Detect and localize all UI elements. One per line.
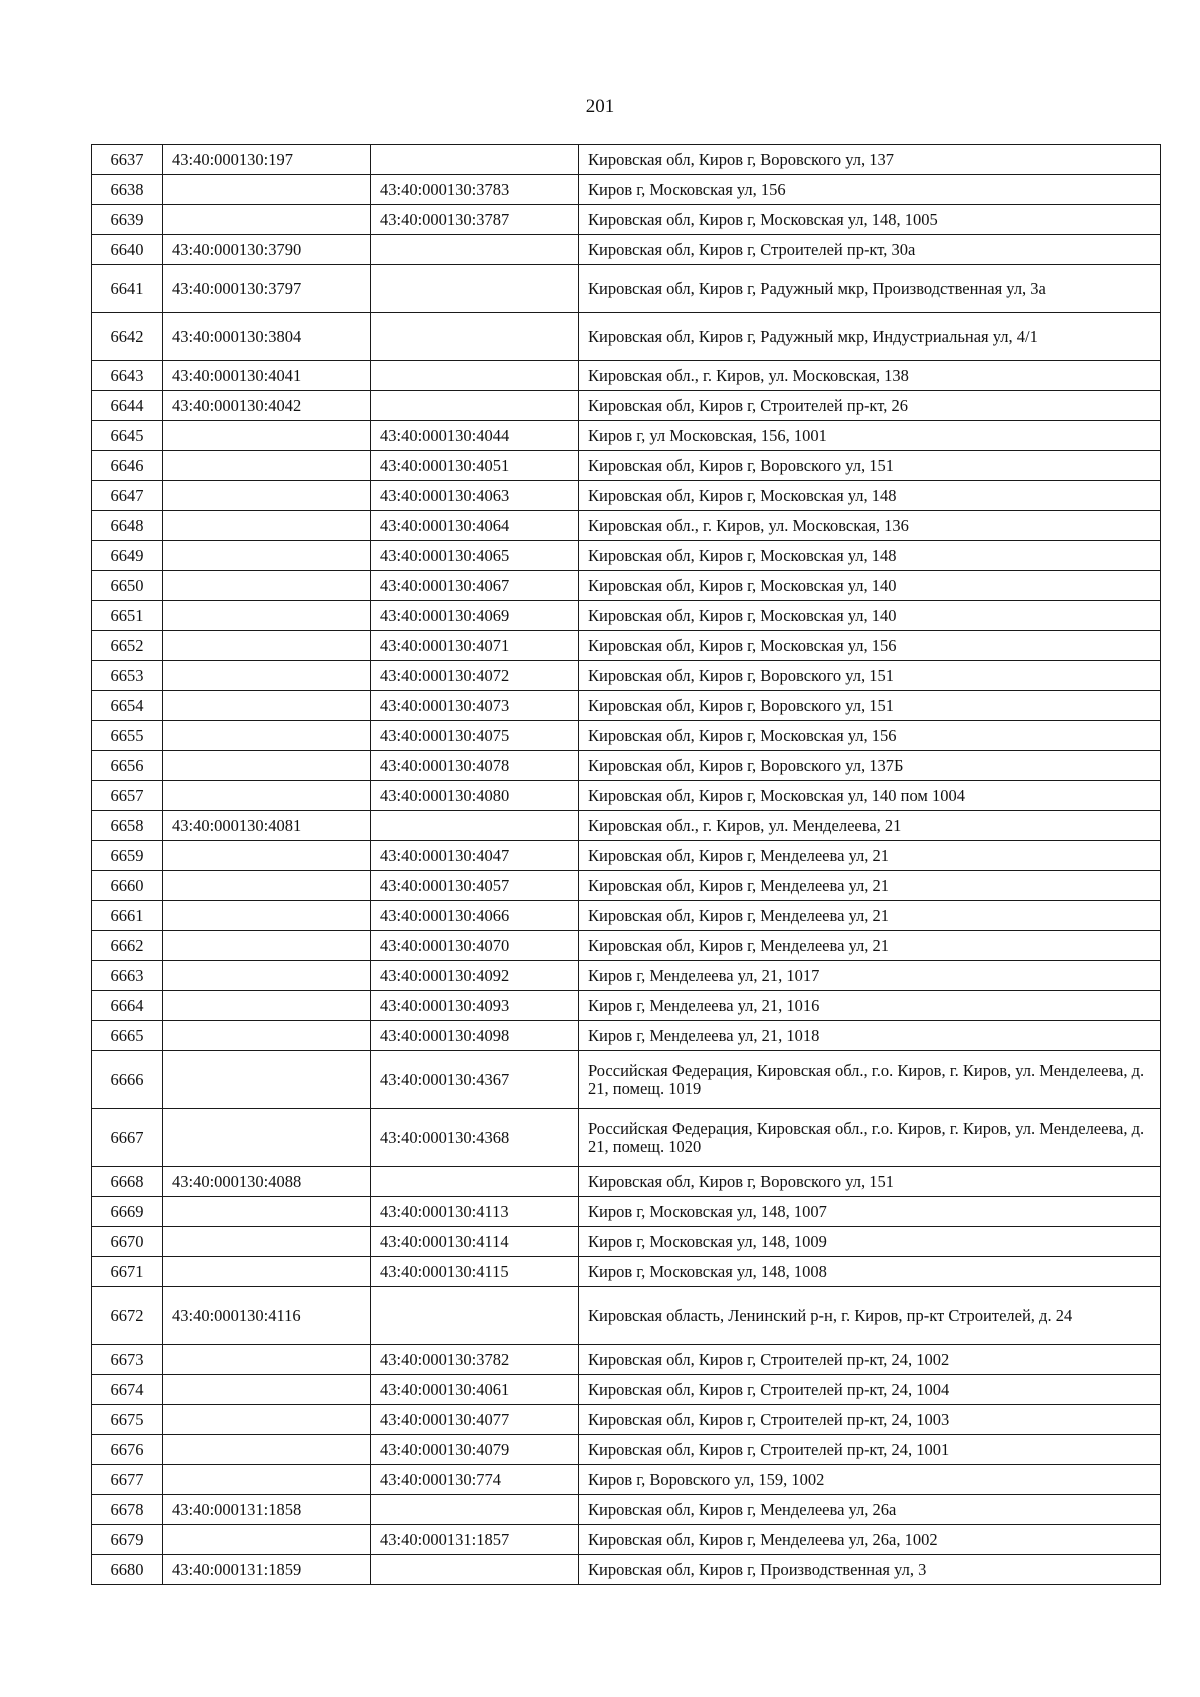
object-cadastral-number-cell: 43:40:000130:4367 xyxy=(371,1051,579,1109)
object-cadastral-number-cell: 43:40:000130:4051 xyxy=(371,451,579,481)
object-cadastral-number-cell: 43:40:000130:4072 xyxy=(371,661,579,691)
row-number-cell: 6679 xyxy=(92,1525,163,1555)
land-cadastral-number-cell: 43:40:000130:3804 xyxy=(163,313,371,361)
address-cell: Кировская обл, Киров г, Строителей пр-кт, 24, 1002 xyxy=(579,1345,1161,1375)
table-row xyxy=(92,1197,1161,1227)
address-cell: Киров г, Менделеева ул, 21, 1017 xyxy=(579,961,1161,991)
address-cell: Кировская обл, Киров г, Московская ул, 156 xyxy=(579,721,1161,751)
address-cell: Киров г, Московская ул, 156 xyxy=(579,175,1161,205)
row-number-cell: 6644 xyxy=(92,391,163,421)
table-row xyxy=(92,1405,1161,1435)
table-row xyxy=(92,1109,1161,1167)
table-row xyxy=(92,511,1161,541)
land-cadastral-number-cell xyxy=(163,1197,371,1227)
address-cell: Кировская обл, Киров г, Воровского ул, 151 xyxy=(579,1167,1161,1197)
row-number-cell: 6642 xyxy=(92,313,163,361)
table-row xyxy=(92,961,1161,991)
address-cell: Кировская обл, Киров г, Радужный мкр, Производственная ул, 3а xyxy=(579,265,1161,313)
land-cadastral-number-cell xyxy=(163,205,371,235)
row-number-cell: 6650 xyxy=(92,571,163,601)
row-number-cell: 6649 xyxy=(92,541,163,571)
address-cell: Кировская обл, Киров г, Радужный мкр, Индустриальная ул, 4/1 xyxy=(579,313,1161,361)
row-number-cell: 6665 xyxy=(92,1021,163,1051)
row-number-cell: 6661 xyxy=(92,901,163,931)
table-row xyxy=(92,931,1161,961)
address-cell: Российская Федерация, Кировская обл., г.о. Киров, г. Киров, ул. Менделеева, д. 21, помещ. 1020 xyxy=(579,1109,1161,1167)
address-cell: Кировская обл, Киров г, Московская ул, 140 xyxy=(579,601,1161,631)
object-cadastral-number-cell: 43:40:000130:4057 xyxy=(371,871,579,901)
row-number-cell: 6667 xyxy=(92,1109,163,1167)
land-cadastral-number-cell xyxy=(163,1345,371,1375)
land-cadastral-number-cell xyxy=(163,991,371,1021)
table-row xyxy=(92,361,1161,391)
object-cadastral-number-cell: 43:40:000130:4368 xyxy=(371,1109,579,1167)
address-cell: Киров г, ул Московская, 156, 1001 xyxy=(579,421,1161,451)
address-cell: Кировская обл, Киров г, Московская ул, 140 xyxy=(579,571,1161,601)
land-cadastral-number-cell: 43:40:000130:3790 xyxy=(163,235,371,265)
row-number-cell: 6643 xyxy=(92,361,163,391)
object-cadastral-number-cell: 43:40:000130:4092 xyxy=(371,961,579,991)
address-cell: Кировская обл, Киров г, Московская ул, 148 xyxy=(579,541,1161,571)
row-number-cell: 6657 xyxy=(92,781,163,811)
land-cadastral-number-cell xyxy=(163,631,371,661)
land-cadastral-number-cell xyxy=(163,451,371,481)
land-cadastral-number-cell xyxy=(163,1109,371,1167)
object-cadastral-number-cell: 43:40:000130:4047 xyxy=(371,841,579,871)
address-cell: Кировская обл, Киров г, Строителей пр-кт, 26 xyxy=(579,391,1161,421)
object-cadastral-number-cell: 43:40:000131:1857 xyxy=(371,1525,579,1555)
object-cadastral-number-cell: 43:40:000130:4064 xyxy=(371,511,579,541)
table-row xyxy=(92,1375,1161,1405)
land-cadastral-number-cell: 43:40:000130:197 xyxy=(163,145,371,175)
table-row xyxy=(92,1167,1161,1197)
table-row xyxy=(92,1555,1161,1585)
land-cadastral-number-cell xyxy=(163,751,371,781)
land-cadastral-number-cell: 43:40:000130:4041 xyxy=(163,361,371,391)
table-row xyxy=(92,451,1161,481)
address-cell: Кировская обл, Киров г, Менделеева ул, 26а xyxy=(579,1495,1161,1525)
object-cadastral-number-cell: 43:40:000130:3782 xyxy=(371,1345,579,1375)
address-cell: Кировская обл, Киров г, Строителей пр-кт, 30а xyxy=(579,235,1161,265)
row-number-cell: 6662 xyxy=(92,931,163,961)
object-cadastral-number-cell: 43:40:000130:4098 xyxy=(371,1021,579,1051)
object-cadastral-number-cell xyxy=(371,391,579,421)
land-cadastral-number-cell xyxy=(163,721,371,751)
object-cadastral-number-cell: 43:40:000130:4080 xyxy=(371,781,579,811)
table-row xyxy=(92,265,1161,313)
object-cadastral-number-cell: 43:40:000130:4066 xyxy=(371,901,579,931)
table-row xyxy=(92,811,1161,841)
object-cadastral-number-cell xyxy=(371,1555,579,1585)
row-number-cell: 6655 xyxy=(92,721,163,751)
table-row xyxy=(92,1257,1161,1287)
table-row xyxy=(92,1021,1161,1051)
land-cadastral-number-cell xyxy=(163,175,371,205)
land-cadastral-number-cell: 43:40:000130:3797 xyxy=(163,265,371,313)
row-number-cell: 6654 xyxy=(92,691,163,721)
address-cell: Киров г, Воровского ул, 159, 1002 xyxy=(579,1465,1161,1495)
row-number-cell: 6651 xyxy=(92,601,163,631)
land-cadastral-number-cell xyxy=(163,511,371,541)
row-number-cell: 6638 xyxy=(92,175,163,205)
row-number-cell: 6639 xyxy=(92,205,163,235)
row-number-cell: 6637 xyxy=(92,145,163,175)
table-row xyxy=(92,751,1161,781)
object-cadastral-number-cell: 43:40:000130:4079 xyxy=(371,1435,579,1465)
address-cell: Кировская обл, Киров г, Воровского ул, 137Б xyxy=(579,751,1161,781)
table-row xyxy=(92,235,1161,265)
row-number-cell: 6653 xyxy=(92,661,163,691)
table-row xyxy=(92,901,1161,931)
address-cell: Кировская обл, Киров г, Менделеева ул, 21 xyxy=(579,841,1161,871)
table-row xyxy=(92,841,1161,871)
table-row xyxy=(92,631,1161,661)
object-cadastral-number-cell: 43:40:000130:4115 xyxy=(371,1257,579,1287)
object-cadastral-number-cell: 43:40:000130:4061 xyxy=(371,1375,579,1405)
address-cell: Кировская область, Ленинский р-н, г. Киров, пр-кт Строителей, д. 24 xyxy=(579,1287,1161,1345)
address-cell: Кировская обл, Киров г, Московская ул, 140 пом 1004 xyxy=(579,781,1161,811)
object-cadastral-number-cell xyxy=(371,235,579,265)
table-row xyxy=(92,691,1161,721)
land-cadastral-number-cell: 43:40:000131:1858 xyxy=(163,1495,371,1525)
object-cadastral-number-cell xyxy=(371,145,579,175)
address-cell: Кировская обл, Киров г, Менделеева ул, 21 xyxy=(579,931,1161,961)
row-number-cell: 6647 xyxy=(92,481,163,511)
table-row xyxy=(92,391,1161,421)
object-cadastral-number-cell xyxy=(371,1495,579,1525)
object-cadastral-number-cell: 43:40:000130:3783 xyxy=(371,175,579,205)
land-cadastral-number-cell xyxy=(163,1525,371,1555)
object-cadastral-number-cell: 43:40:000130:4075 xyxy=(371,721,579,751)
table-row xyxy=(92,541,1161,571)
row-number-cell: 6670 xyxy=(92,1227,163,1257)
address-cell: Кировская обл, Киров г, Воровского ул, 151 xyxy=(579,451,1161,481)
object-cadastral-number-cell: 43:40:000130:4063 xyxy=(371,481,579,511)
row-number-cell: 6673 xyxy=(92,1345,163,1375)
address-cell: Кировская обл, Киров г, Строителей пр-кт, 24, 1003 xyxy=(579,1405,1161,1435)
registry-table-body xyxy=(92,145,1161,1585)
page-number: 201 xyxy=(585,96,615,117)
row-number-cell: 6680 xyxy=(92,1555,163,1585)
object-cadastral-number-cell: 43:40:000130:4113 xyxy=(371,1197,579,1227)
object-cadastral-number-cell: 43:40:000130:4114 xyxy=(371,1227,579,1257)
land-cadastral-number-cell xyxy=(163,1375,371,1405)
address-cell: Кировская обл, Киров г, Воровского ул, 151 xyxy=(579,661,1161,691)
table-row xyxy=(92,571,1161,601)
land-cadastral-number-cell xyxy=(163,781,371,811)
address-cell: Киров г, Менделеева ул, 21, 1018 xyxy=(579,1021,1161,1051)
table-row xyxy=(92,481,1161,511)
land-cadastral-number-cell: 43:40:000130:4042 xyxy=(163,391,371,421)
address-cell: Кировская обл, Киров г, Воровского ул, 151 xyxy=(579,691,1161,721)
row-number-cell: 6675 xyxy=(92,1405,163,1435)
land-cadastral-number-cell xyxy=(163,1465,371,1495)
object-cadastral-number-cell: 43:40:000130:4077 xyxy=(371,1405,579,1435)
row-number-cell: 6668 xyxy=(92,1167,163,1197)
row-number-cell: 6641 xyxy=(92,265,163,313)
address-cell: Кировская обл, Киров г, Менделеева ул, 21 xyxy=(579,871,1161,901)
land-cadastral-number-cell xyxy=(163,841,371,871)
land-cadastral-number-cell xyxy=(163,871,371,901)
registry-table xyxy=(91,144,1161,1585)
object-cadastral-number-cell: 43:40:000130:4073 xyxy=(371,691,579,721)
land-cadastral-number-cell xyxy=(163,1435,371,1465)
row-number-cell: 6659 xyxy=(92,841,163,871)
table-row xyxy=(92,661,1161,691)
object-cadastral-number-cell: 43:40:000130:4069 xyxy=(371,601,579,631)
row-number-cell: 6646 xyxy=(92,451,163,481)
object-cadastral-number-cell: 43:40:000130:3787 xyxy=(371,205,579,235)
row-number-cell: 6664 xyxy=(92,991,163,1021)
land-cadastral-number-cell: 43:40:000130:4081 xyxy=(163,811,371,841)
land-cadastral-number-cell xyxy=(163,1227,371,1257)
land-cadastral-number-cell xyxy=(163,661,371,691)
table-row xyxy=(92,601,1161,631)
object-cadastral-number-cell: 43:40:000130:4065 xyxy=(371,541,579,571)
table-row xyxy=(92,871,1161,901)
table-row xyxy=(92,145,1161,175)
object-cadastral-number-cell: 43:40:000130:4067 xyxy=(371,571,579,601)
row-number-cell: 6666 xyxy=(92,1051,163,1109)
address-cell: Кировская обл, Киров г, Строителей пр-кт, 24, 1004 xyxy=(579,1375,1161,1405)
table-row xyxy=(92,721,1161,751)
table-row xyxy=(92,781,1161,811)
land-cadastral-number-cell xyxy=(163,1257,371,1287)
table-row xyxy=(92,1495,1161,1525)
land-cadastral-number-cell xyxy=(163,571,371,601)
row-number-cell: 6677 xyxy=(92,1465,163,1495)
table-row xyxy=(92,1227,1161,1257)
table-row xyxy=(92,1465,1161,1495)
address-cell: Киров г, Московская ул, 148, 1007 xyxy=(579,1197,1161,1227)
address-cell: Киров г, Менделеева ул, 21, 1016 xyxy=(579,991,1161,1021)
address-cell: Кировская обл, Киров г, Менделеева ул, 26а, 1002 xyxy=(579,1525,1161,1555)
land-cadastral-number-cell xyxy=(163,601,371,631)
row-number-cell: 6658 xyxy=(92,811,163,841)
table-row xyxy=(92,175,1161,205)
address-cell: Кировская обл, Киров г, Московская ул, 148, 1005 xyxy=(579,205,1161,235)
row-number-cell: 6672 xyxy=(92,1287,163,1345)
object-cadastral-number-cell xyxy=(371,313,579,361)
row-number-cell: 6676 xyxy=(92,1435,163,1465)
address-cell: Киров г, Московская ул, 148, 1008 xyxy=(579,1257,1161,1287)
row-number-cell: 6640 xyxy=(92,235,163,265)
land-cadastral-number-cell xyxy=(163,691,371,721)
object-cadastral-number-cell: 43:40:000130:4078 xyxy=(371,751,579,781)
address-cell: Кировская обл, Киров г, Производственная ул, 3 xyxy=(579,1555,1161,1585)
object-cadastral-number-cell xyxy=(371,1287,579,1345)
row-number-cell: 6663 xyxy=(92,961,163,991)
row-number-cell: 6671 xyxy=(92,1257,163,1287)
land-cadastral-number-cell xyxy=(163,961,371,991)
address-cell: Кировская обл, Киров г, Московская ул, 148 xyxy=(579,481,1161,511)
table-row xyxy=(92,1287,1161,1345)
table-row xyxy=(92,205,1161,235)
object-cadastral-number-cell xyxy=(371,1167,579,1197)
row-number-cell: 6660 xyxy=(92,871,163,901)
row-number-cell: 6656 xyxy=(92,751,163,781)
address-cell: Российская Федерация, Кировская обл., г.о. Киров, г. Киров, ул. Менделеева, д. 21, помещ. 1019 xyxy=(579,1051,1161,1109)
address-cell: Кировская обл., г. Киров, ул. Московская, 138 xyxy=(579,361,1161,391)
address-cell: Киров г, Московская ул, 148, 1009 xyxy=(579,1227,1161,1257)
object-cadastral-number-cell xyxy=(371,811,579,841)
table-row xyxy=(92,1345,1161,1375)
object-cadastral-number-cell: 43:40:000130:4071 xyxy=(371,631,579,661)
table-row xyxy=(92,313,1161,361)
object-cadastral-number-cell: 43:40:000130:4093 xyxy=(371,991,579,1021)
land-cadastral-number-cell xyxy=(163,421,371,451)
land-cadastral-number-cell xyxy=(163,541,371,571)
table-row xyxy=(92,1525,1161,1555)
address-cell: Кировская обл, Киров г, Строителей пр-кт, 24, 1001 xyxy=(579,1435,1161,1465)
row-number-cell: 6652 xyxy=(92,631,163,661)
land-cadastral-number-cell xyxy=(163,1051,371,1109)
object-cadastral-number-cell xyxy=(371,265,579,313)
object-cadastral-number-cell xyxy=(371,361,579,391)
row-number-cell: 6669 xyxy=(92,1197,163,1227)
row-number-cell: 6645 xyxy=(92,421,163,451)
address-cell: Кировская обл, Киров г, Воровского ул, 137 xyxy=(579,145,1161,175)
land-cadastral-number-cell xyxy=(163,901,371,931)
row-number-cell: 6674 xyxy=(92,1375,163,1405)
table-row xyxy=(92,1051,1161,1109)
land-cadastral-number-cell xyxy=(163,931,371,961)
row-number-cell: 6648 xyxy=(92,511,163,541)
address-cell: Кировская обл., г. Киров, ул. Московская, 136 xyxy=(579,511,1161,541)
object-cadastral-number-cell: 43:40:000130:774 xyxy=(371,1465,579,1495)
table-row xyxy=(92,991,1161,1021)
land-cadastral-number-cell xyxy=(163,481,371,511)
table-row xyxy=(92,421,1161,451)
land-cadastral-number-cell: 43:40:000130:4088 xyxy=(163,1167,371,1197)
land-cadastral-number-cell: 43:40:000130:4116 xyxy=(163,1287,371,1345)
land-cadastral-number-cell: 43:40:000131:1859 xyxy=(163,1555,371,1585)
address-cell: Кировская обл, Киров г, Менделеева ул, 21 xyxy=(579,901,1161,931)
land-cadastral-number-cell xyxy=(163,1405,371,1435)
object-cadastral-number-cell: 43:40:000130:4044 xyxy=(371,421,579,451)
row-number-cell: 6678 xyxy=(92,1495,163,1525)
table-row xyxy=(92,1435,1161,1465)
land-cadastral-number-cell xyxy=(163,1021,371,1051)
address-cell: Кировская обл., г. Киров, ул. Менделеева, 21 xyxy=(579,811,1161,841)
address-cell: Кировская обл, Киров г, Московская ул, 156 xyxy=(579,631,1161,661)
object-cadastral-number-cell: 43:40:000130:4070 xyxy=(371,931,579,961)
